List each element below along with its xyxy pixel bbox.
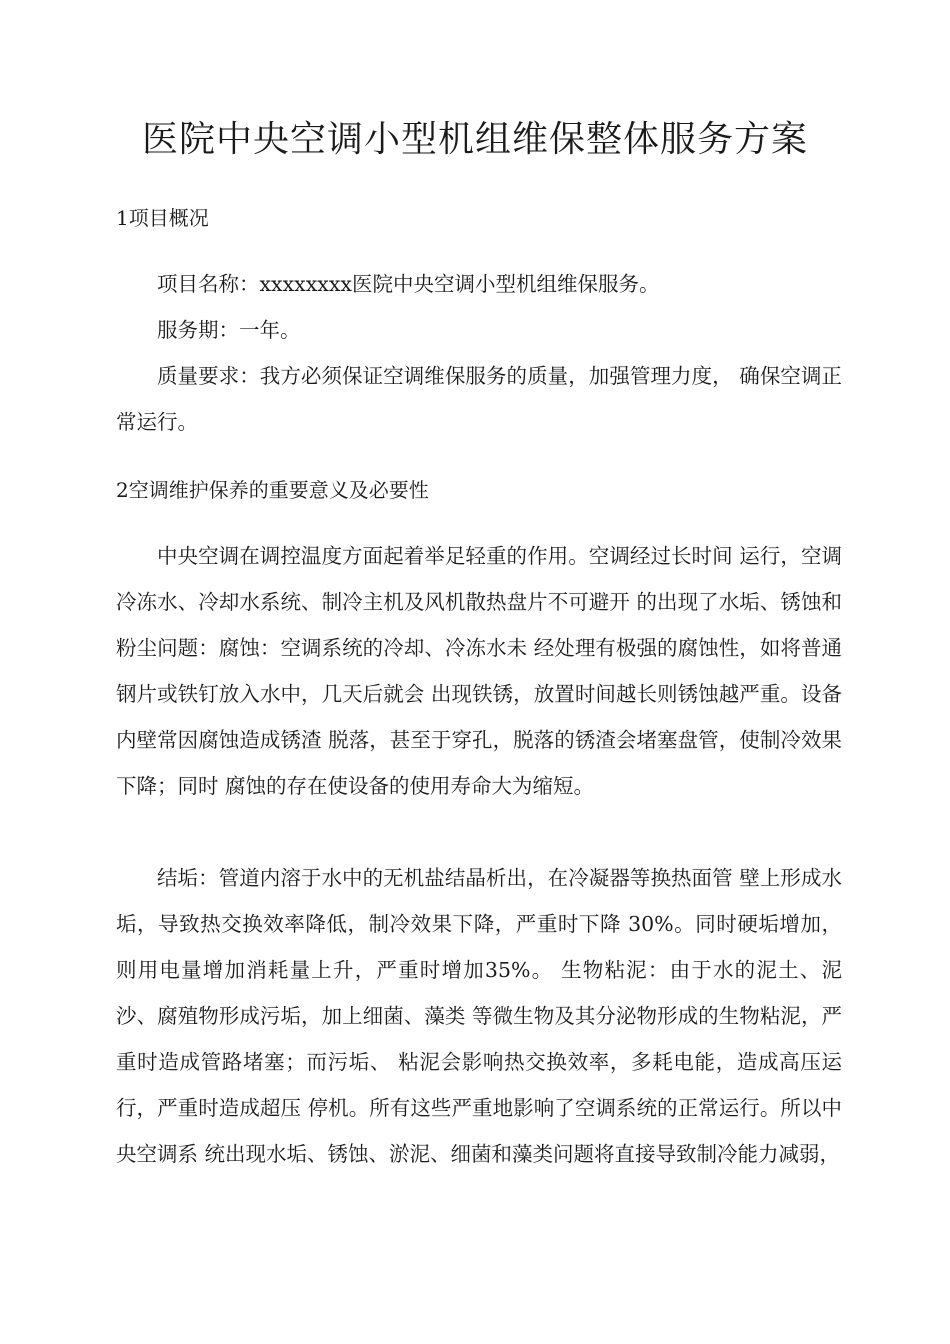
- paragraph-quality-requirement: 质量要求：我方必须保证空调维保服务的质量，加强管理力度， 确保空调正常运行。: [116, 364, 842, 434]
- paragraph-scaling: 结垢：管道内溶于水中的无机盐结晶析出，在冷凝器等换热面管 壁上形成水垢，导致热交换效率降低，制冷效果下降，严重时下降 30%。同时硬垢增加，则用电量增加消耗量上升，严重时增加35%。 生物粘泥：由于水的泥土、泥沙、腐殖物形成污垢，加上细菌、藻类 等微生物及其分泌物形成的生物粘泥，严重时造成管路堵塞；而污垢、 粘泥会影响热交换效率，多耗电能，造成高压运行，严重时造成超压 停机。所有这些严重地影响了空调系统的正常运行。所以中央空调系 统出现水垢、锈蚀、淤泥、细菌和藻类问题将直接导致制冷能力减弱，: [116, 866, 842, 1166]
- paragraph-project-name: 项目名称：xxxxxxxx医院中央空调小型机组维保服务。: [157, 272, 660, 296]
- paragraph-service-period: 服务期：一年。: [157, 318, 301, 342]
- section-heading-maintenance-importance: 2空调维护保养的重要意义及必要性: [116, 478, 429, 502]
- section-heading-project-overview: 1项目概况: [116, 206, 209, 230]
- document-title: 医院中央空调小型机组维保整体服务方案: [141, 119, 808, 160]
- paragraph-corrosion: 中央空调在调控温度方面起着举足轻重的作用。空调经过长时间 运行，空调冷冻水、冷却水系统、制冷主机及风机散热盘片不可避开 的出现了水垢、锈蚀和粉尘问题：腐蚀：空调系统的冷却、冷冻水未 经处理有极强的腐蚀性，如将普通钢片或铁钉放入水中，几天后就会 出现铁锈，放置时间越长则锈蚀越严重。设备内壁常因腐蚀造成锈渣 脱落，甚至于穿孔，脱落的锈渣会堵塞盘管，使制冷效果下降；同时 腐蚀的存在使设备的使用寿命大为缩短。: [116, 544, 842, 798]
